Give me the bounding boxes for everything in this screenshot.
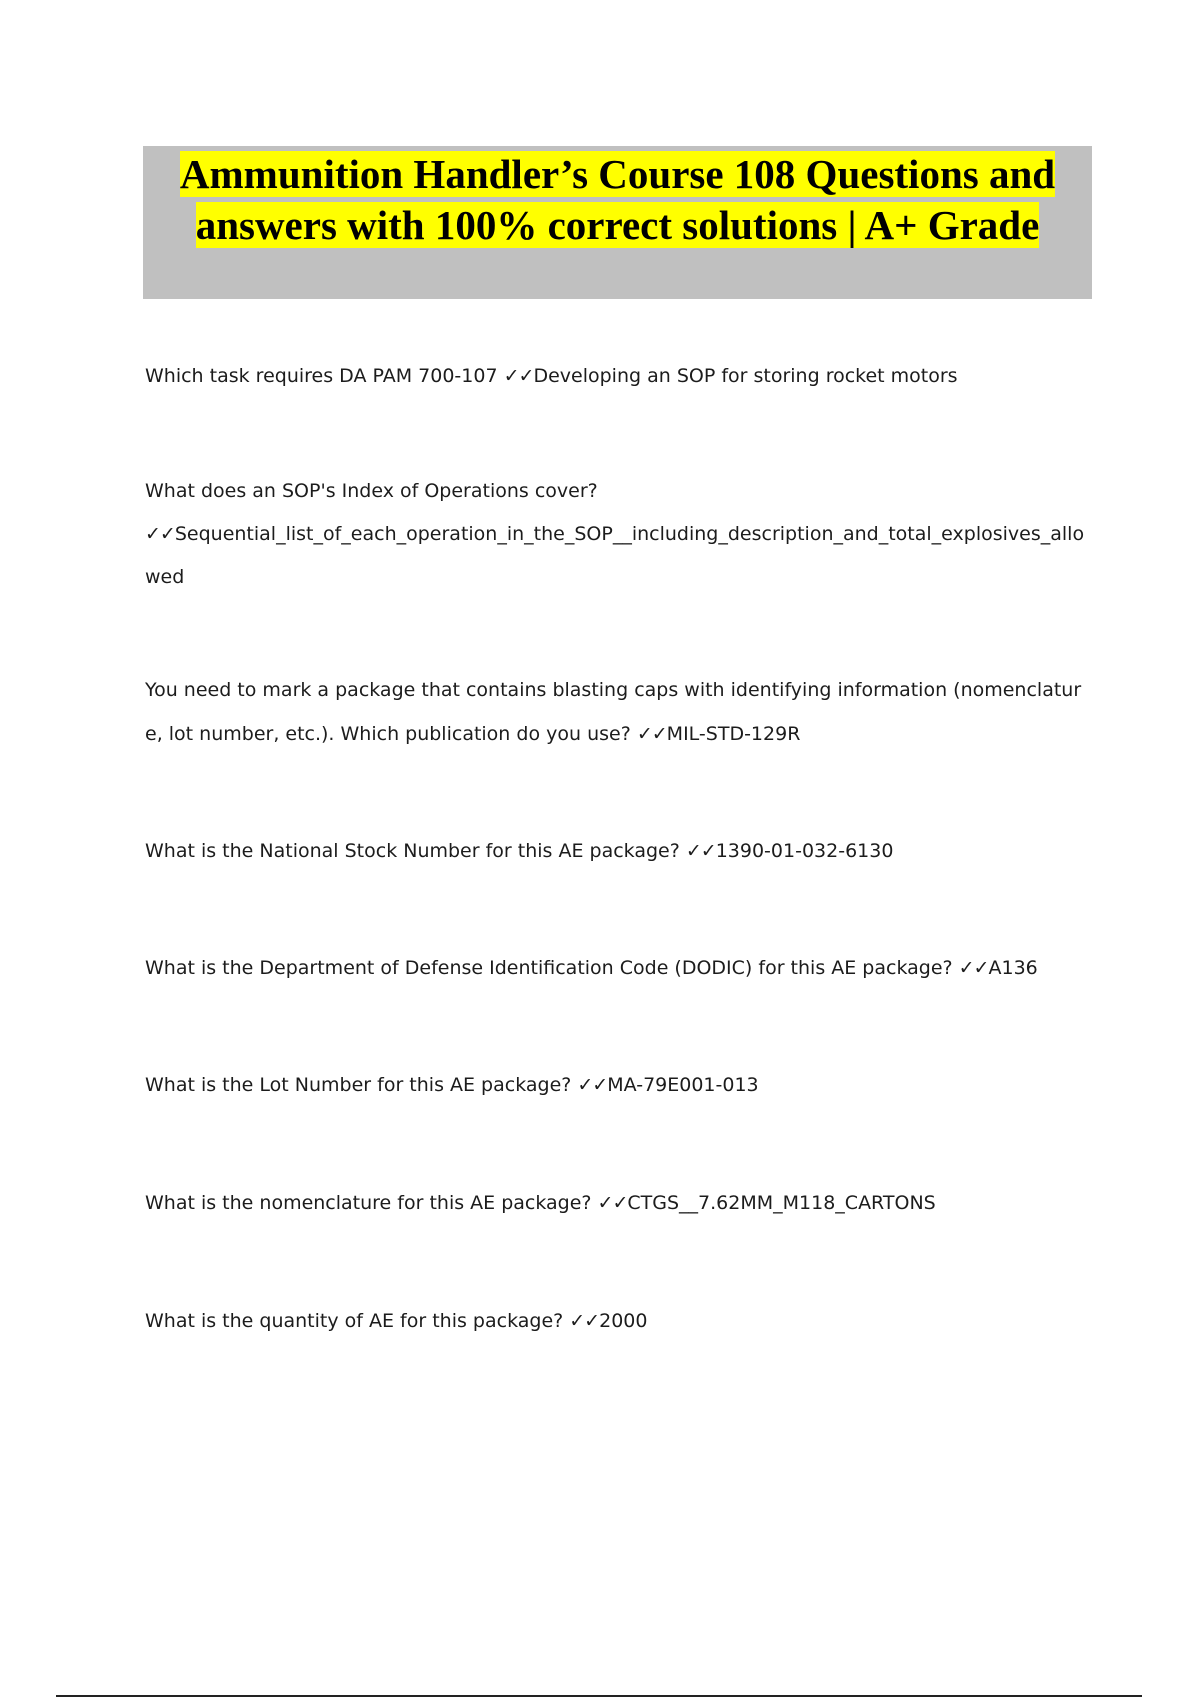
qa-item-4 [145,830,1085,873]
question-text: What is the Lot Number for this AE package? [145,1074,572,1096]
qa-item-2 [145,470,1085,599]
document-title-text: Ammunition Handler’s Course 108 Questions and answers with 100% correct solutions | A+ Grade [179,151,1056,248]
question-text: Which task requires DA PAM 700-107 [145,365,498,387]
question-text: What is the Department of Defense Identification Code (DODIC) for this AE package? [145,957,953,979]
answer-text: A136 [988,957,1038,979]
qa-item-1 [145,355,1085,398]
document-title [153,146,1083,251]
qa-item-3 [145,668,1085,756]
check-mark-icon: ✓✓ [577,1074,608,1096]
answer-text: MA-79E001-013 [607,1074,759,1096]
check-mark-icon: ✓✓ [636,723,667,745]
qa-item-8 [145,1300,1085,1343]
qa-item-6 [145,1064,1085,1107]
answer-text: CTGS__7.62MM_M118_CARTONS [627,1192,936,1214]
question-text: What is the nomenclature for this AE package? [145,1192,592,1214]
qa-item-7 [145,1182,1085,1225]
question-text: What is the National Stock Number for this AE package? [145,840,680,862]
bottom-divider [56,1695,1142,1697]
check-mark-icon: ✓✓ [685,840,716,862]
answer-text: Developing an SOP for storing rocket motors [533,365,958,387]
question-text: What does an SOP's Index of Operations cover? [145,480,598,502]
question-text: You need to mark a package that contains blasting caps with identifying information (nomenclature, lot number, etc.). Which publication do you use? [145,679,1082,745]
check-mark-icon: ✓✓ [503,365,534,387]
check-mark-icon: ✓✓ [597,1192,628,1214]
check-mark-icon: ✓✓ [569,1310,600,1332]
answer-text: MIL-STD-129R [666,723,801,745]
check-mark-icon: ✓✓ [145,523,175,545]
question-text: What is the quantity of AE for this package? [145,1310,564,1332]
check-mark-icon: ✓✓ [958,957,989,979]
answer-text: 2000 [599,1310,648,1332]
qa-item-5 [145,947,1085,990]
answer-text: 1390-01-032-6130 [715,840,894,862]
answer-text: Sequential_list_of_each_operation_in_the_SOP__including_description_and_total_explosives_allowed [145,523,1085,588]
title-banner [143,146,1092,299]
